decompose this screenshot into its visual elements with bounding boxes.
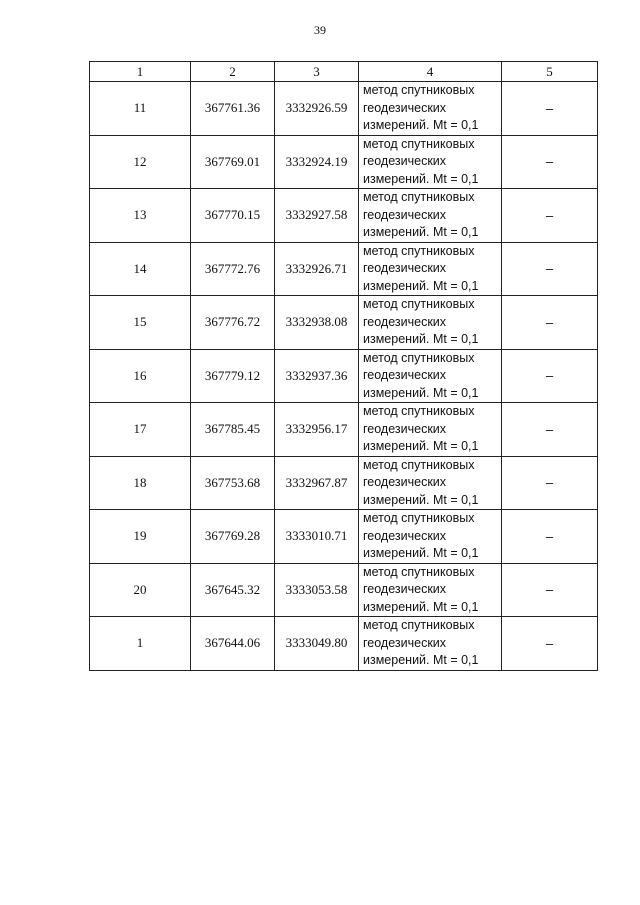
x-coordinate-cell: 367770.15 — [191, 189, 275, 243]
method-line: метод спутниковых — [363, 511, 475, 525]
method-cell — [359, 510, 502, 564]
method-line: метод спутниковых — [363, 243, 475, 258]
method-line: измерений. Mt = 0,1 — [363, 599, 479, 614]
point-number-cell: 18 — [90, 456, 191, 510]
table-row — [90, 563, 598, 617]
method-line: метод спутниковых — [363, 404, 475, 418]
method-line: геодезических — [363, 528, 447, 543]
table-row — [90, 242, 598, 296]
point-number-cell: 1 — [90, 617, 191, 671]
method-cell — [359, 456, 502, 510]
note-cell: – — [502, 510, 598, 564]
table-body — [90, 82, 598, 671]
header-col-2: 2 — [191, 62, 275, 82]
y-coordinate-cell: 3332924.19 — [275, 135, 359, 189]
x-coordinate-cell: 367785.45 — [191, 403, 275, 457]
method-cell — [359, 296, 502, 350]
method-line: измерений. Mt = 0,1 — [363, 439, 479, 453]
method-line: измерений. Mt = 0,1 — [363, 278, 479, 293]
method-cell — [359, 135, 502, 189]
method-line: измерений. Mt = 0,1 — [363, 546, 479, 560]
x-coordinate-cell: 367769.01 — [191, 135, 275, 189]
x-coordinate-cell: 367772.76 — [191, 242, 275, 296]
table-row — [90, 296, 598, 350]
x-coordinate-cell: 367779.12 — [191, 349, 275, 403]
y-coordinate-cell: 3332926.71 — [275, 242, 359, 296]
header-col-1: 1 — [90, 62, 191, 82]
note-cell: – — [502, 242, 598, 296]
method-line: геодезических — [363, 421, 447, 436]
point-number-cell: 19 — [90, 510, 191, 564]
note-cell: – — [502, 189, 598, 243]
table-row — [90, 456, 598, 510]
method-line: геодезических — [363, 635, 447, 650]
note-cell: – — [502, 296, 598, 350]
x-coordinate-cell: 367761.36 — [191, 82, 275, 136]
y-coordinate-cell: 3332956.17 — [275, 403, 359, 457]
table-row — [90, 349, 598, 403]
point-number-cell: 13 — [90, 189, 191, 243]
method-cell — [359, 189, 502, 243]
table-row — [90, 82, 598, 136]
x-coordinate-cell: 367769.28 — [191, 510, 275, 564]
method-line: метод спутниковых — [363, 457, 475, 472]
header-col-3: 3 — [275, 62, 359, 82]
y-coordinate-cell: 3332938.08 — [275, 296, 359, 350]
y-coordinate-cell: 3333053.58 — [275, 563, 359, 617]
method-cell — [359, 242, 502, 296]
y-coordinate-cell: 3332937.36 — [275, 349, 359, 403]
point-number-cell: 12 — [90, 135, 191, 189]
point-number-cell: 17 — [90, 403, 191, 457]
method-line: геодезических — [363, 100, 447, 115]
method-line: метод спутниковых — [363, 297, 475, 311]
point-number-cell: 11 — [90, 82, 191, 136]
method-line: измерений. Mt = 0,1 — [363, 118, 479, 132]
method-line: геодезических — [363, 207, 447, 222]
method-line: метод спутниковых — [363, 83, 475, 97]
method-line: измерений. Mt = 0,1 — [363, 332, 479, 346]
y-coordinate-cell: 3332927.58 — [275, 189, 359, 243]
table-row — [90, 189, 598, 243]
y-coordinate-cell: 3332926.59 — [275, 82, 359, 136]
note-cell: – — [502, 563, 598, 617]
method-line: геодезических — [363, 154, 447, 168]
header-col-5: 5 — [502, 62, 598, 82]
x-coordinate-cell: 367645.32 — [191, 563, 275, 617]
note-cell: – — [502, 456, 598, 510]
method-line: метод спутниковых — [363, 136, 475, 151]
method-line: метод спутниковых — [363, 350, 475, 365]
method-line: метод спутниковых — [363, 190, 475, 204]
method-line: метод спутниковых — [363, 564, 475, 579]
method-line: измерений. Mt = 0,1 — [363, 225, 479, 239]
method-line: геодезических — [363, 261, 447, 275]
method-line: геодезических — [363, 475, 447, 489]
method-cell — [359, 617, 502, 671]
method-line: геодезических — [363, 368, 447, 382]
x-coordinate-cell: 367644.06 — [191, 617, 275, 671]
header-col-4: 4 — [359, 62, 502, 82]
y-coordinate-cell: 3333049.80 — [275, 617, 359, 671]
header-row — [90, 62, 598, 82]
table-row — [90, 403, 598, 457]
note-cell: – — [502, 82, 598, 136]
method-line: измерений. Mt = 0,1 — [363, 492, 479, 507]
method-line: измерений. Mt = 0,1 — [363, 385, 479, 400]
method-line: геодезических — [363, 314, 447, 329]
table-row — [90, 135, 598, 189]
table-row — [90, 510, 598, 564]
method-cell — [359, 82, 502, 136]
method-line: метод спутниковых — [363, 618, 475, 632]
point-number-cell: 14 — [90, 242, 191, 296]
point-number-cell: 16 — [90, 349, 191, 403]
method-line: геодезических — [363, 582, 447, 596]
point-number-cell: 20 — [90, 563, 191, 617]
method-line: измерений. Mt = 0,1 — [363, 653, 479, 667]
method-cell — [359, 403, 502, 457]
coordinates-table — [89, 61, 598, 671]
method-cell — [359, 349, 502, 403]
method-cell — [359, 563, 502, 617]
y-coordinate-cell: 3332967.87 — [275, 456, 359, 510]
y-coordinate-cell: 3333010.71 — [275, 510, 359, 564]
x-coordinate-cell: 367753.68 — [191, 456, 275, 510]
method-line: измерений. Mt = 0,1 — [363, 171, 479, 186]
note-cell: – — [502, 349, 598, 403]
note-cell: – — [502, 135, 598, 189]
note-cell: – — [502, 617, 598, 671]
table-row — [90, 617, 598, 671]
page-number: 39 — [314, 23, 326, 37]
x-coordinate-cell: 367776.72 — [191, 296, 275, 350]
note-cell: – — [502, 403, 598, 457]
point-number-cell: 15 — [90, 296, 191, 350]
table-header — [90, 62, 598, 82]
